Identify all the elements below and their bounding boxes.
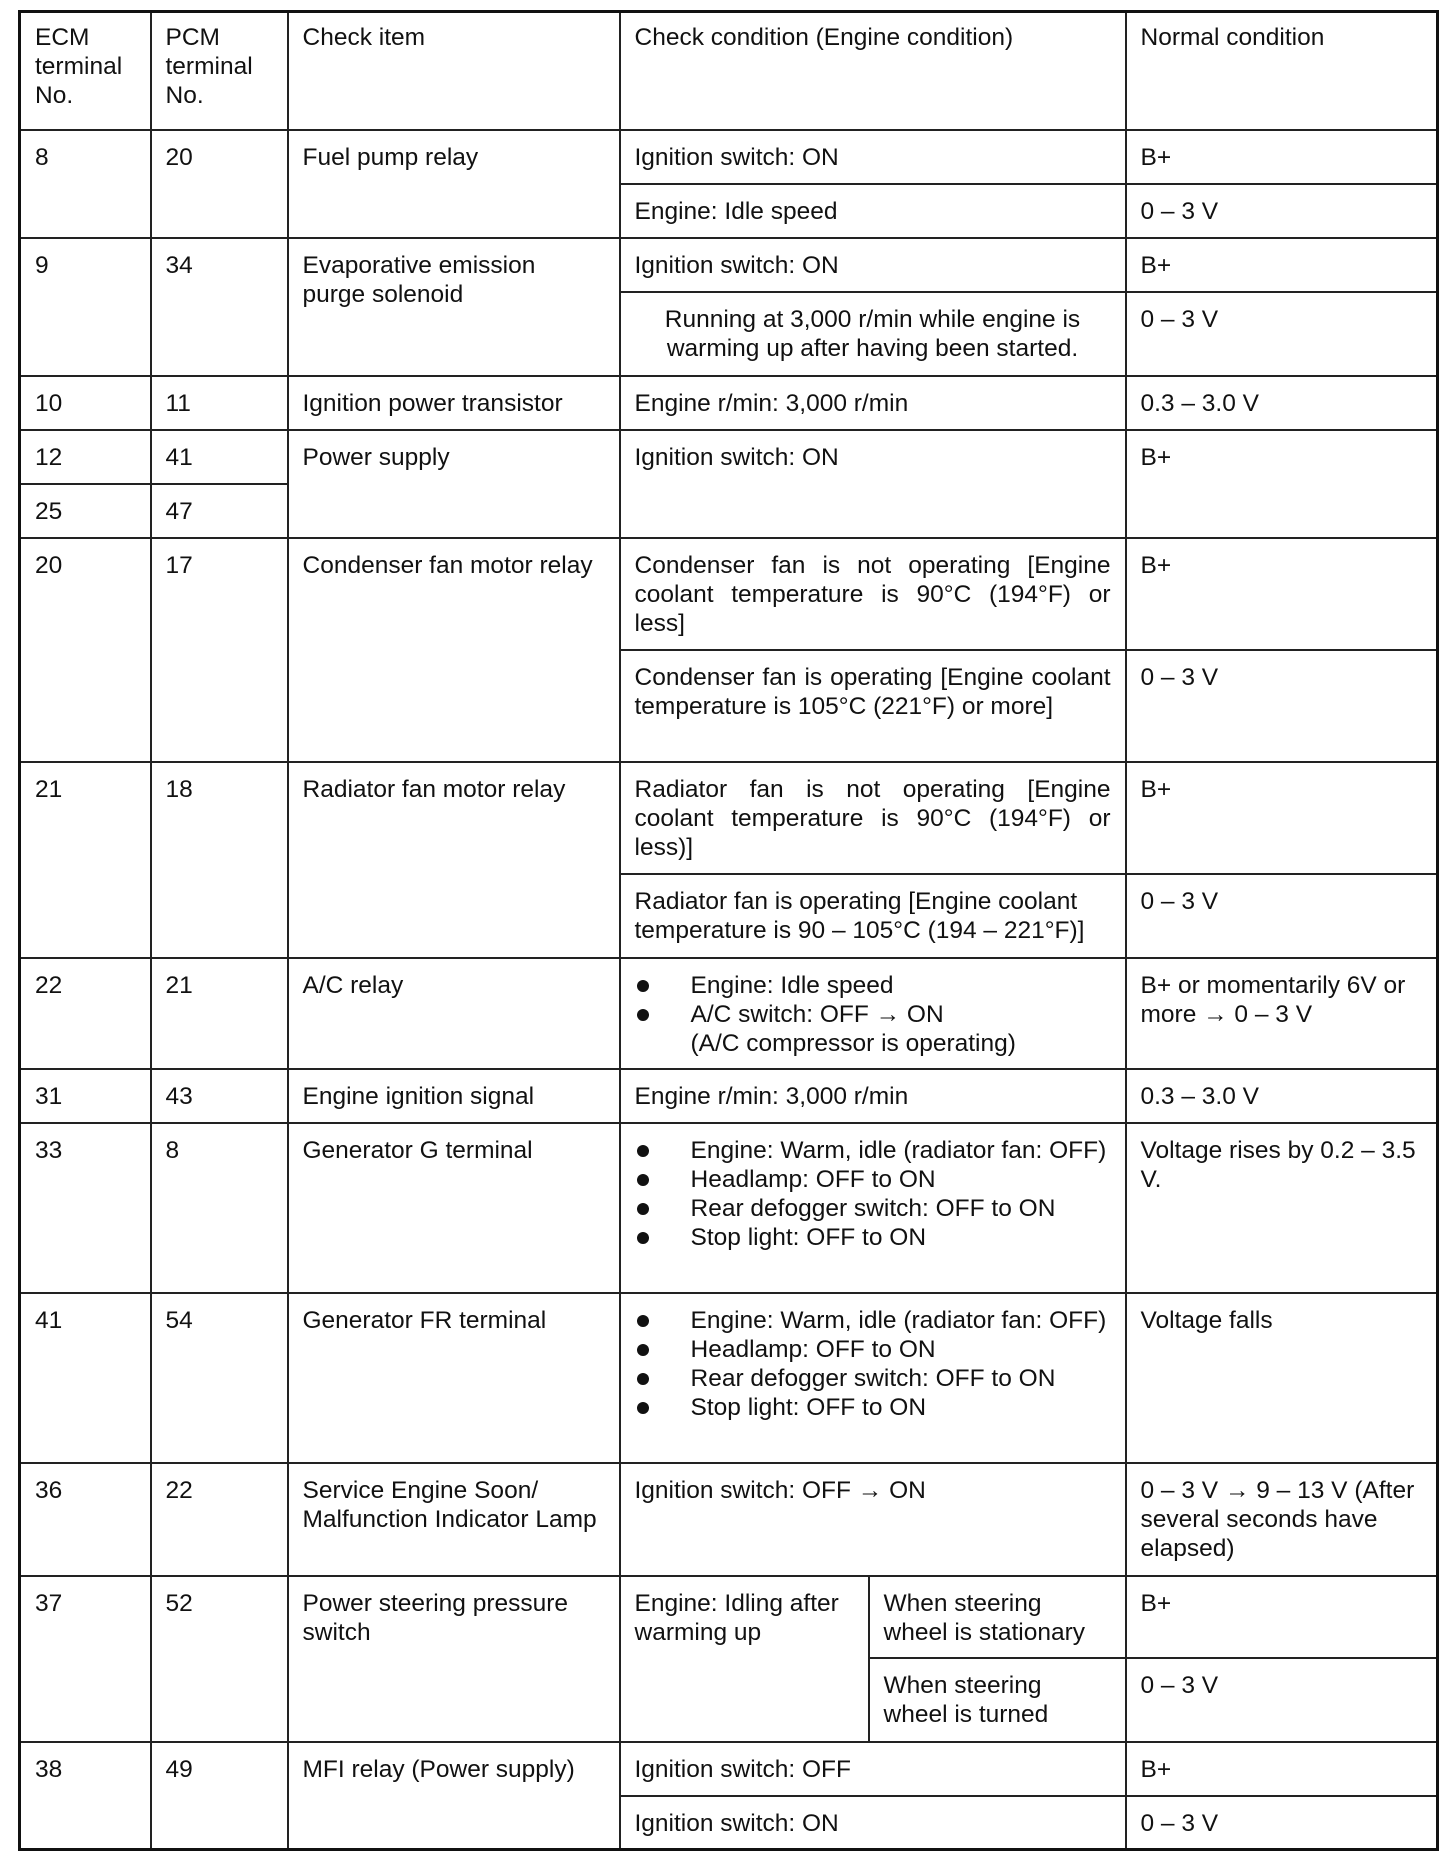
table-row — [20, 1123, 1438, 1293]
ecm-terminal-cell: 31 — [20, 1069, 151, 1123]
check-item-cell: Generator G terminal — [288, 1123, 620, 1293]
normal-condition-cell: B+ — [1126, 538, 1438, 650]
header-check-condition: Check condition (Engine condition) — [620, 12, 1126, 130]
normal-condition-cell: Voltage falls — [1126, 1293, 1438, 1463]
pcm-terminal-cell: 8 — [151, 1123, 288, 1293]
table-row — [20, 238, 1438, 292]
table-row — [20, 130, 1438, 184]
condition-bullet: Rear defogger switch: OFF to ON — [635, 1364, 1111, 1393]
ecm-terminal-cell: 9 — [20, 238, 151, 376]
pcm-terminal-cell: 52 — [151, 1576, 288, 1742]
ecm-terminal-cell: 38 — [20, 1742, 151, 1850]
table-row — [20, 1293, 1438, 1463]
check-condition-cell: When steering wheel is stationary — [869, 1576, 1126, 1658]
ecm-terminal-cell: 10 — [20, 376, 151, 430]
ecm-terminal-cell: 25 — [20, 484, 151, 538]
normal-condition-cell: B+ — [1126, 430, 1438, 538]
check-item-cell: Service Engine Soon/ Malfunction Indicator Lamp — [288, 1463, 620, 1576]
pcm-terminal-cell: 11 — [151, 376, 288, 430]
table-row — [20, 958, 1438, 1069]
check-condition-cell: Condenser fan is operating [Engine coolant temperature is 105°C (221°F) or more] — [620, 650, 1126, 762]
condition-bullet: A/C switch: OFF → ON — [635, 1000, 1111, 1029]
condition-bullet: Headlamp: OFF to ON — [635, 1335, 1111, 1364]
check-item-cell: Generator FR terminal — [288, 1293, 620, 1463]
normal-condition-cell: 0.3 – 3.0 V — [1126, 376, 1438, 430]
ecm-terminal-cell: 20 — [20, 538, 151, 762]
normal-condition-cell: 0 – 3 V — [1126, 650, 1438, 762]
ecm-terminal-cell: 37 — [20, 1576, 151, 1742]
check-item-cell: Fuel pump relay — [288, 130, 620, 238]
table-row — [20, 1576, 1438, 1658]
condition-bullet: Engine: Warm, idle (radiator fan: OFF) — [635, 1136, 1111, 1165]
condition-bullet-list — [635, 1306, 1111, 1422]
check-item-cell: MFI relay (Power supply) — [288, 1742, 620, 1850]
check-condition-cell: Radiator fan is not operating [Engine coolant temperature is 90°C (194°F) or less)] — [620, 762, 1126, 874]
check-condition-cell: Running at 3,000 r/min while engine is warming up after having been started. — [620, 292, 1126, 376]
pcm-terminal-cell: 18 — [151, 762, 288, 958]
pcm-terminal-cell: 20 — [151, 130, 288, 238]
condition-bullet-list — [635, 1136, 1111, 1252]
normal-condition-cell: B+ — [1126, 762, 1438, 874]
check-condition-cell: Engine r/min: 3,000 r/min — [620, 1069, 1126, 1123]
normal-condition-cell: Voltage rises by 0.2 – 3.5 V. — [1126, 1123, 1438, 1293]
condition-bullet: Engine: Idle speed — [635, 971, 1111, 1000]
table-row — [20, 430, 1438, 484]
check-condition-cell: Ignition switch: ON — [620, 1796, 1126, 1850]
check-item-cell: Power supply — [288, 430, 620, 538]
table-row — [20, 1463, 1438, 1576]
check-condition-cell: Condenser fan is not operating [Engine coolant temperature is 90°C (194°F) or less] — [620, 538, 1126, 650]
ecm-terminal-cell: 33 — [20, 1123, 151, 1293]
check-condition-cell — [620, 1293, 1126, 1463]
ecm-terminal-cell: 12 — [20, 430, 151, 484]
check-condition-cell — [620, 1123, 1126, 1293]
normal-condition-cell: 0 – 3 V — [1126, 1796, 1438, 1850]
normal-condition-cell: 0 – 3 V — [1126, 184, 1438, 238]
table-row — [20, 1742, 1438, 1796]
ecm-terminal-cell: 36 — [20, 1463, 151, 1576]
pcm-terminal-cell: 17 — [151, 538, 288, 762]
header-row — [20, 12, 1438, 130]
engine-state-cell: Engine: Idling after warming up — [620, 1576, 869, 1742]
condition-bullet: Headlamp: OFF to ON — [635, 1165, 1111, 1194]
terminal-check-table — [18, 10, 1439, 1851]
header-check-item: Check item — [288, 12, 620, 130]
pcm-terminal-cell: 43 — [151, 1069, 288, 1123]
check-condition-cell — [620, 958, 1126, 1069]
header-ecm-terminal: ECM terminal No. — [20, 12, 151, 130]
condition-bullet: Rear defogger switch: OFF to ON — [635, 1194, 1111, 1223]
normal-condition-cell: B+ — [1126, 1576, 1438, 1658]
normal-condition-cell: 0 – 3 V — [1126, 874, 1438, 958]
normal-condition-cell: B+ — [1126, 1742, 1438, 1796]
table-row — [20, 376, 1438, 430]
normal-condition-cell: 0.3 – 3.0 V — [1126, 1069, 1438, 1123]
header-normal-condition: Normal condition — [1126, 12, 1438, 130]
check-item-cell: Power steering pressure switch — [288, 1576, 620, 1742]
check-condition-cell: Engine: Idle speed — [620, 184, 1126, 238]
table-row — [20, 538, 1438, 650]
normal-condition-cell: B+ or momentarily 6V or more → 0 – 3 V — [1126, 958, 1438, 1069]
ecm-terminal-cell: 22 — [20, 958, 151, 1069]
ecm-terminal-cell: 21 — [20, 762, 151, 958]
normal-condition-cell: 0 – 3 V — [1126, 292, 1438, 376]
condition-bullet-note: (A/C compressor is operating) — [690, 1029, 1016, 1057]
normal-condition-cell: 0 – 3 V — [1126, 1658, 1438, 1742]
pcm-terminal-cell: 41 — [151, 430, 288, 484]
check-condition-cell: Ignition switch: ON — [620, 130, 1126, 184]
normal-condition-cell: B+ — [1126, 130, 1438, 184]
check-item-cell: Condenser fan motor relay — [288, 538, 620, 762]
ecm-terminal-cell: 8 — [20, 130, 151, 238]
check-condition-cell: Ignition switch: OFF — [620, 1742, 1126, 1796]
pcm-terminal-cell: 21 — [151, 958, 288, 1069]
pcm-terminal-cell: 49 — [151, 1742, 288, 1850]
check-item-cell: Radiator fan motor relay — [288, 762, 620, 958]
ecm-terminal-cell: 41 — [20, 1293, 151, 1463]
condition-bullet: Stop light: OFF to ON — [635, 1393, 1111, 1422]
header-pcm-terminal: PCM terminal No. — [151, 12, 288, 130]
normal-condition-cell: 0 – 3 V → 9 – 13 V (After several seconds have elapsed) — [1126, 1463, 1438, 1576]
table-row — [20, 762, 1438, 874]
pcm-terminal-cell: 22 — [151, 1463, 288, 1576]
check-item-cell: A/C relay — [288, 958, 620, 1069]
pcm-terminal-cell: 34 — [151, 238, 288, 376]
pcm-terminal-cell: 47 — [151, 484, 288, 538]
check-item-cell: Evaporative emission purge solenoid — [288, 238, 620, 376]
check-condition-cell: When steering wheel is turned — [869, 1658, 1126, 1742]
check-condition-cell: Ignition switch: OFF → ON — [620, 1463, 1126, 1576]
check-item-cell: Ignition power transistor — [288, 376, 620, 430]
check-condition-cell: Ignition switch: ON — [620, 238, 1126, 292]
condition-bullet: Stop light: OFF to ON — [635, 1223, 1111, 1252]
check-condition-cell: Ignition switch: ON — [620, 430, 1126, 538]
pcm-terminal-cell: 54 — [151, 1293, 288, 1463]
normal-condition-cell: B+ — [1126, 238, 1438, 292]
table-row — [20, 1069, 1438, 1123]
condition-bullet: Engine: Warm, idle (radiator fan: OFF) — [635, 1306, 1111, 1335]
condition-bullet-list — [635, 971, 1111, 1058]
check-item-cell: Engine ignition signal — [288, 1069, 620, 1123]
check-condition-cell: Engine r/min: 3,000 r/min — [620, 376, 1126, 430]
check-condition-cell: Radiator fan is operating [Engine coolant temperature is 90 – 105°C (194 – 221°F)] — [620, 874, 1126, 958]
